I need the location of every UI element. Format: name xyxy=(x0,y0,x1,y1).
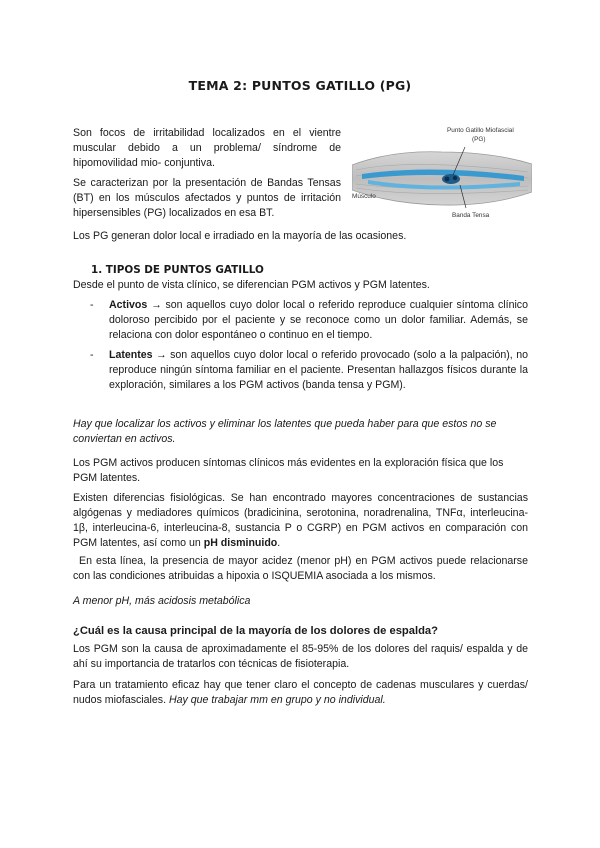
paragraph-tratamiento: Para un tratamiento eficaz hay que tener claro el concepto de cadenas musculares y cuerdas/ nudos miofasciales. Hay que trabajar mm en grupo y no individual. xyxy=(73,679,528,706)
term-latentes: Latentes xyxy=(109,349,153,361)
paragraph-sintomas: Los PGM activos producen síntomas clínicos más evidentes en la exploración física que los PGM latentes. xyxy=(73,457,504,484)
section-heading-tipos: 1. TIPOS DE PUNTOS GATILLO xyxy=(91,264,264,276)
section-heading-causa: ¿Cuál es la causa principal de la mayoría de los dolores de espalda? xyxy=(73,625,438,637)
section-intro: Desde el punto de vista clínico, se diferencian PGM activos y PGM latentes. xyxy=(73,279,430,291)
intro-paragraph-2: Se caracterizan por la presentación de Bandas Tensas (BT) en los músculos afectados y puntos de irritación hipersensibles (PG) localizados en esa BT. xyxy=(73,177,341,219)
arrow-icon: → xyxy=(151,299,162,311)
page-title: TEMA 2: PUNTOS GATILLO (PG) xyxy=(188,78,412,93)
trigger-point-figure xyxy=(352,120,532,225)
bullet-marker: - xyxy=(90,299,94,311)
bullet-latentes: Latentes → son aquellos cuyo dolor local o referido provocado (solo a la palpación), no reproduce ningún síntoma familiar en el paciente. Presentan hallazgos físicos durante la exploración, similares a los PGM activos (banda tensa y PGM). xyxy=(109,349,528,391)
figure-label-musculo: Músculo xyxy=(352,193,376,200)
ph-disminuido: pH disminuido xyxy=(203,537,278,549)
bullet-activos: Activos → son aquellos cuyo dolor local o referido reproduce cualquier síntoma clínico doloroso percibido por el paciente y se reconoce como un dolor familiar. Además, se relaciona con dolor espontáneo o continuo en el tiempo. xyxy=(109,299,528,341)
paragraph-causa: Los PGM son la causa de aproximadamente el 85-95% de los dolores del raquis/ espalda y de ahí su importancia de tratarlos con técnicas de fisioterapia. xyxy=(73,643,528,670)
intro-paragraph-1: Son focos de irritabilidad localizados en el vientre muscular debido a un problema/ síndrome de hipomovilidad mio- conjuntiva. xyxy=(73,127,341,169)
figure-label-pg-abbr: (PG) xyxy=(472,136,486,143)
note-grupo: Hay que trabajar mm en grupo y no individual. xyxy=(168,694,386,706)
paragraph-acidez: En esta línea, la presencia de mayor acidez (menor pH) en PGM activos puede relacionarse con las condiciones atribuidas a hipoxia o ISQUEMIA asociada a los mismos. xyxy=(73,555,528,582)
paragraph-fisiologicas: Existen diferencias fisiológicas. Se han encontrado mayores concentraciones de sustancias algógenas y mediadores químicos (bradicinina, serotonina, noradrenalina, TNFα, interleucina-1β, interleucina-6, interleucina-8, sustancia P o CGRP) en PGM activos en comparación con PGM latentes, así como un pH disminuido. xyxy=(73,492,528,549)
note-activos-latentes: Hay que localizar los activos y eliminar los latentes que pueda haber para que estos no se conviertan en activos. xyxy=(73,418,497,445)
figure-label-pg: Punto Gatillo Miofascial xyxy=(447,127,514,134)
muscle-diagram-illustration xyxy=(352,120,532,225)
arrow-icon: → xyxy=(156,349,167,361)
intro-paragraph-3: Los PG generan dolor local e irradiado en la mayoría de las ocasiones. xyxy=(73,230,407,242)
term-activos: Activos xyxy=(109,299,148,311)
note-ph: A menor pH, más acidosis metabólica xyxy=(73,595,251,607)
figure-label-banda: Banda Tensa xyxy=(452,212,490,219)
bullet-marker: - xyxy=(90,349,94,361)
